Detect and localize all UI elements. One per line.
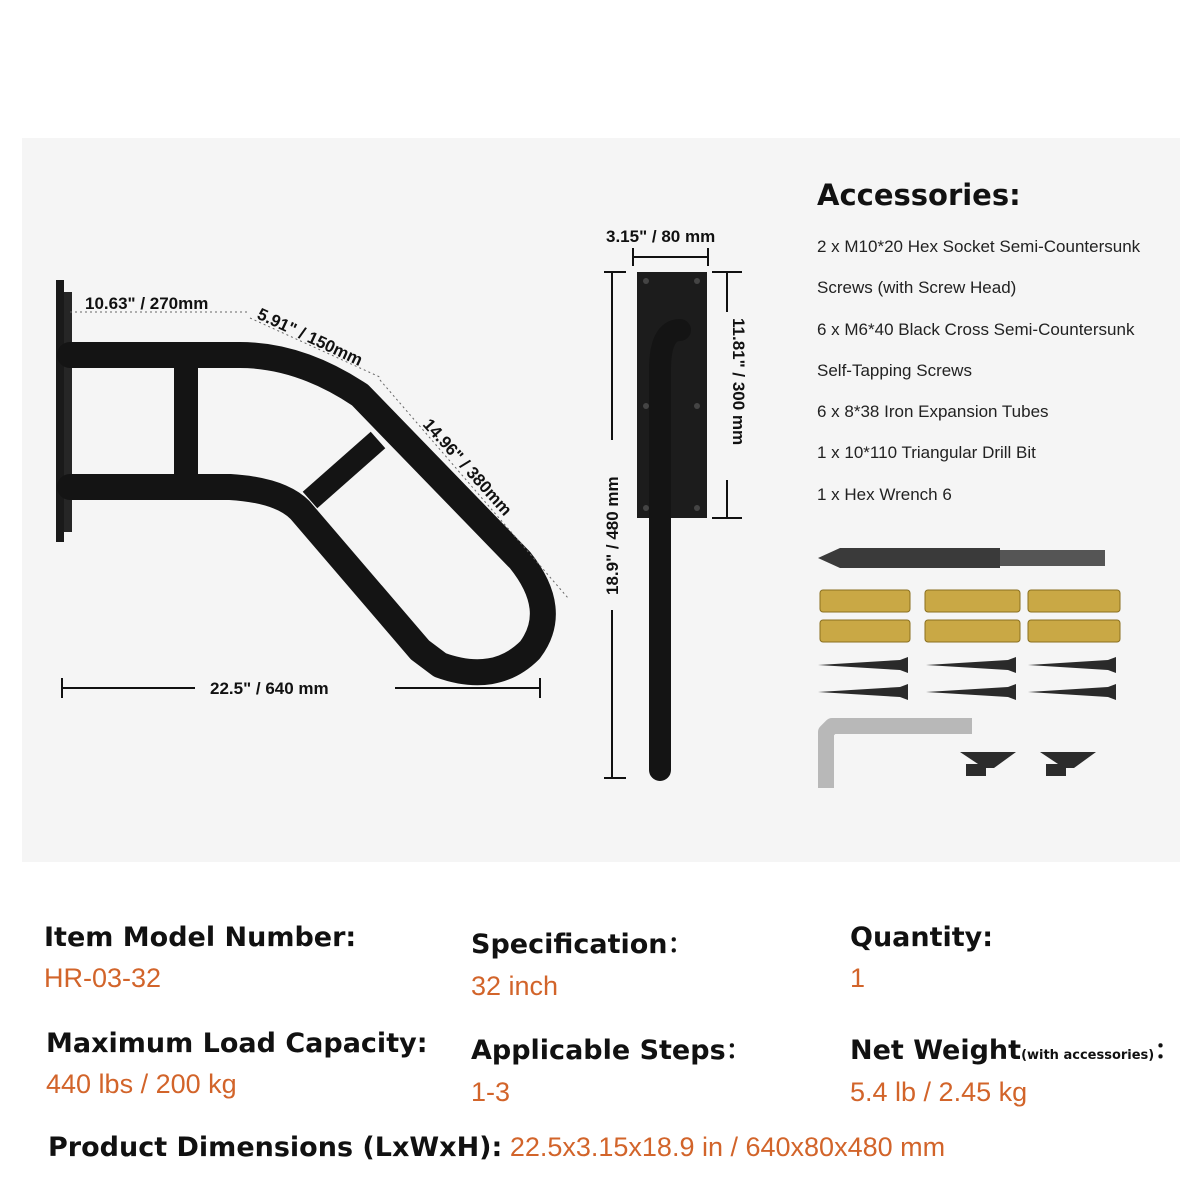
steps-label: Applicable Steps： [471,1035,753,1066]
tapping-screw-icon [818,657,1116,700]
front-wall-plate [637,272,707,518]
handrail-tube [70,355,543,672]
load-label: Maximum Load Capacity: [46,1028,428,1059]
accessory-item: Screws (with Screw Head) [817,278,1017,298]
drill-bit-icon [818,548,1105,568]
dimensions-label: Product Dimensions (LxWxH): [48,1132,503,1163]
model-label: Item Model Number: [44,922,357,953]
spec-quantity [850,922,993,994]
diagonal-brace [310,440,378,500]
dim-plate-label: 11.81" / 300 mm [729,318,748,446]
accessory-item: 2 x M10*20 Hex Socket Semi-Countersunk [817,237,1141,256]
dim-height-label: 18.9" / 480 mm [603,476,622,595]
accessory-item: 6 x 8*38 Iron Expansion Tubes [817,402,1049,422]
specification-value: 32 inch [471,971,559,1001]
accessories-illustration [818,548,1120,788]
weight-note: (with accessories) [1021,1048,1155,1063]
steps-value: 1-3 [471,1077,511,1107]
accessories-section [817,178,1187,515]
spec-model [44,922,356,994]
model-value: HR-03-32 [44,963,162,993]
spec-specification [471,922,695,1002]
spec-dimensions [48,1132,945,1163]
weight-label: Net Weight [850,1035,1022,1066]
dim-width-label: 3.15" / 80 mm [606,227,716,246]
weight-value: 5.4 lb / 2.45 kg [850,1077,1028,1107]
accessories-title: Accessories: [817,178,1021,212]
wall-mount-plate [56,280,64,542]
hex-socket-screw-icon [960,752,1096,776]
weight-heading [850,1028,1181,1067]
quantity-label: Quantity: [850,922,994,953]
load-value: 440 lbs / 200 kg [46,1069,237,1099]
spec-load [46,1028,428,1100]
dim-diag-label: 14.96" / 380mm [419,414,516,520]
spec-steps [471,1028,753,1108]
dimensions-value: 22.5x3.15x18.9 in / 640x80x480 mm [502,1132,946,1162]
quantity-value: 1 [850,963,866,993]
accessory-item: Self-Tapping Screws [817,360,972,380]
front-view-handrail [637,272,707,770]
accessories-list [817,226,1187,515]
expansion-tube-icon [820,590,1120,642]
dim-mid-label: 5.91" / 150mm [254,304,366,370]
accessory-item: 6 x M6*40 Black Cross Semi-Countersunk [817,319,1135,339]
dim-top-label: 10.63" / 270mm [85,294,209,313]
accessory-item: 1 x 10*110 Triangular Drill Bit [817,443,1036,463]
hex-wrench-icon [826,726,972,788]
dim-length-label: 22.5" / 640 mm [210,679,329,698]
specification-label: Specification： [471,929,695,960]
weight-colon: ： [1154,1035,1182,1066]
spec-weight [850,1028,1181,1108]
accessory-item: 1 x Hex Wrench 6 [817,484,952,504]
